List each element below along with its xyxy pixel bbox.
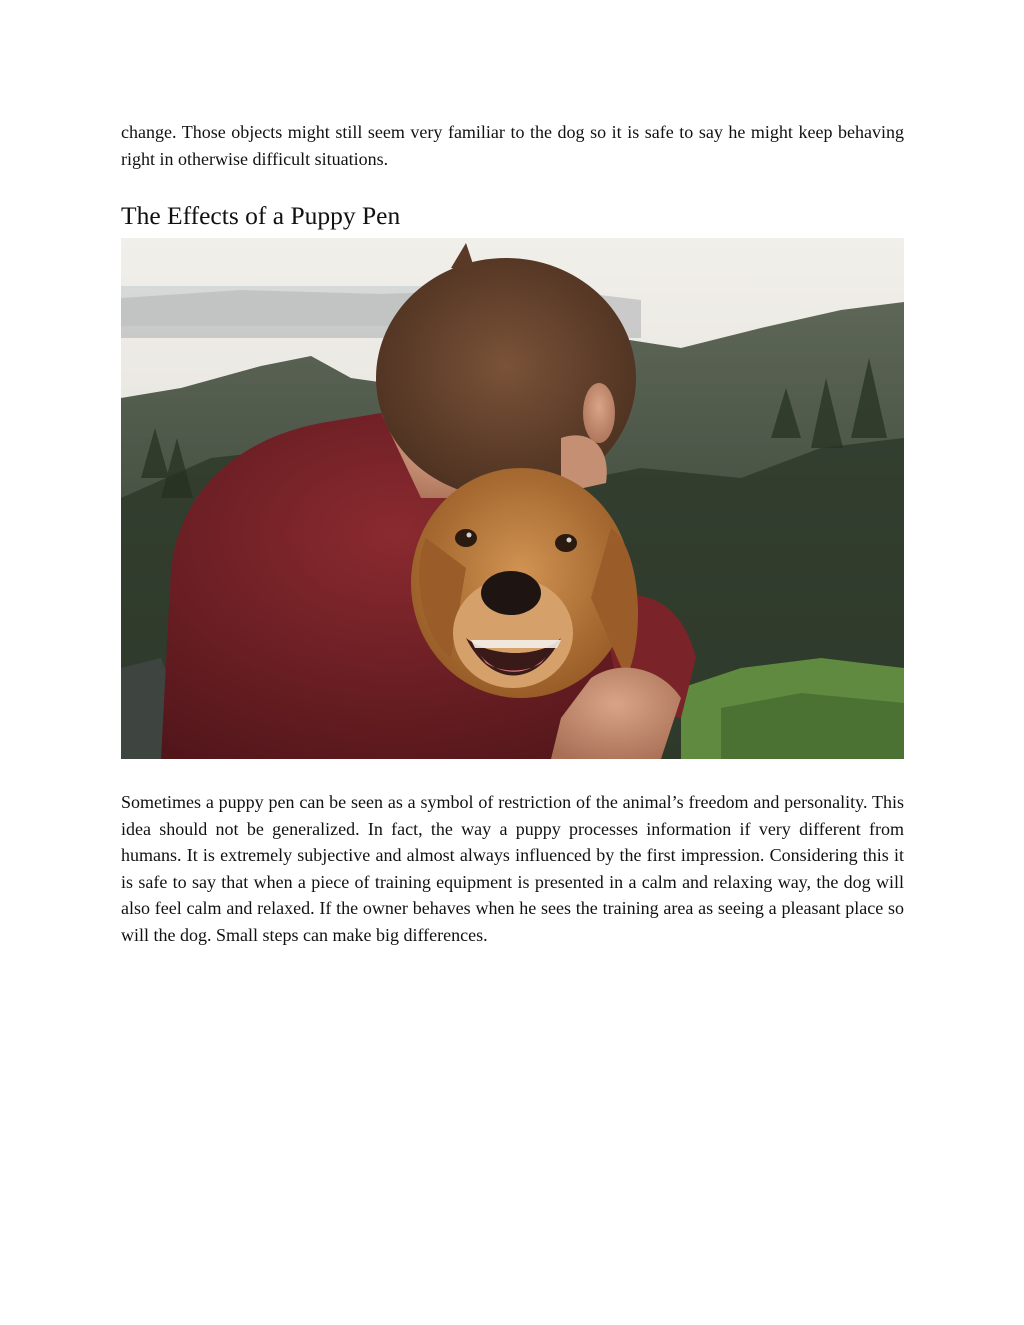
- section-heading: The Effects of a Puppy Pen: [121, 201, 401, 230]
- paragraph-continued: change. Those objects might still seem very familiar to the dog so it is safe to say he might keep behaving right in otherwise difficult situations.: [121, 122, 904, 169]
- paragraph-body: Sometimes a puppy pen can be seen as a symbol of restriction of the animal’s freedom and personality. This idea should not be generalized. In fact, the way a puppy processes information if very different from humans. It is extremely subjective and almost always influenced by the first impression. Considering this it is safe to say that when a piece of training equipment is presented in a calm and relaxing way, the dog will also feel calm and relaxed. If the owner behaves when he sees the training area as seeing a pleasant place so will the dog. Small steps can make big differences.: [121, 792, 904, 945]
- man-hugging-dog-photo: [121, 238, 904, 759]
